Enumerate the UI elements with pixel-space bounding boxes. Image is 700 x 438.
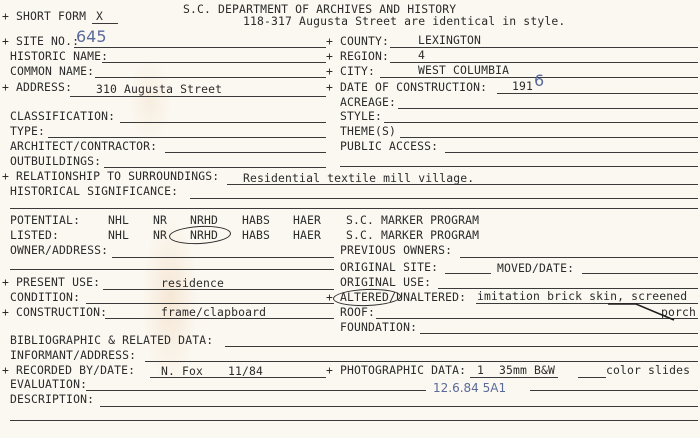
recorded-by-label: + RECORDED BY/DATE: <box>2 363 136 377</box>
listed-nr: NR <box>153 228 168 242</box>
marker-program-potential: S.C. MARKER PROGRAM <box>346 213 480 227</box>
address-line <box>70 96 326 97</box>
potential-habs: HABS <box>242 213 271 227</box>
acreage-label: ACREAGE: <box>340 95 397 109</box>
themes-line <box>400 137 698 138</box>
historical-significance-line <box>190 198 698 199</box>
style-line <box>384 122 698 123</box>
relationship-label: + RELATIONSHIP TO SURROUNDINGS: <box>2 169 220 183</box>
county-label: + COUNTY: <box>326 34 390 48</box>
evaluation-line-right <box>530 390 698 391</box>
outbuildings-line <box>104 167 326 168</box>
informant-label: INFORMANT/ADDRESS: <box>10 348 137 362</box>
historic-name-line <box>102 62 326 63</box>
original-use-label: ORIGINAL USE: <box>340 275 432 289</box>
description-label: DESCRIPTION: <box>10 392 95 406</box>
architect-label: ARCHITECT/CONTRACTOR: <box>10 139 158 153</box>
bibliographic-line <box>225 346 698 347</box>
photographic-data-line <box>470 377 558 378</box>
previous-owners-label: PREVIOUS OWNERS: <box>340 243 453 257</box>
description-line <box>100 406 698 407</box>
site-no-value: 645 <box>76 27 107 46</box>
foundation-label: FOUNDATION: <box>340 320 418 334</box>
date-of-construction-hand-digit: 6 <box>534 71 545 90</box>
style-label: STYLE: <box>340 109 383 123</box>
original-site-label: ORIGINAL SITE: <box>340 260 439 274</box>
moved-date-line <box>582 273 698 274</box>
listed-nrhd: NRHD <box>190 228 219 242</box>
roof-label: ROOF: <box>340 305 376 319</box>
listed-label: LISTED: <box>10 228 60 242</box>
public-access-extra-line <box>340 166 698 167</box>
relationship-value: Residential textile mill village. <box>243 171 475 185</box>
classification-line <box>120 122 326 123</box>
nrhd-circle-mark <box>169 224 232 245</box>
short-form-value: X <box>96 9 104 23</box>
photographic-data-label: + PHOTOGRAPHIC DATA: <box>326 363 467 377</box>
historic-name-label: HISTORIC NAME: <box>10 49 109 63</box>
owner-address-label: OWNER/ADDRESS: <box>10 243 109 257</box>
site-no-line <box>74 47 326 48</box>
acreage-line <box>398 108 698 109</box>
altered-value: imitation brick skin, screened <box>477 289 688 303</box>
potential-label: POTENTIAL: <box>10 213 81 227</box>
informant-line <box>145 361 698 362</box>
present-use-line <box>103 289 334 290</box>
description-extra-line <box>10 420 698 421</box>
owner-extra-line <box>10 269 334 270</box>
present-use-value: residence <box>161 276 225 290</box>
city-value: WEST COLUMBIA <box>418 63 510 77</box>
agency-title: S.C. DEPARTMENT OF ARCHIVES AND HISTORY <box>183 2 457 16</box>
historical-significance-label: HISTORICAL SIGNIFICANCE: <box>10 184 179 198</box>
address-label: + ADDRESS: <box>2 80 73 94</box>
color-slides-label: color slides <box>606 363 691 377</box>
address-value: 310 Augusta Street <box>96 82 223 96</box>
recorded-by-name: N. Fox <box>161 364 204 378</box>
outbuildings-label: OUTBUILDINGS: <box>10 154 102 168</box>
listed-haer: HAER <box>293 228 322 242</box>
potential-haer: HAER <box>293 213 322 227</box>
recorded-by-date: 11/84 <box>228 364 264 378</box>
present-use-label: + PRESENT USE: <box>2 275 101 289</box>
potential-nrhd: NRHD <box>190 213 219 227</box>
foundation-line <box>420 333 698 334</box>
original-site-line <box>445 273 491 274</box>
previous-owners-line <box>460 257 698 258</box>
potential-nhl: NHL <box>108 213 130 227</box>
listed-nhl: NHL <box>108 228 130 242</box>
region-label: + REGION: <box>326 49 390 63</box>
altered-label: + ALTERED/UNALTERED: <box>326 290 467 304</box>
moved-date-label: MOVED/DATE: <box>497 261 575 275</box>
checkmark-annotation <box>606 302 696 324</box>
architect-line <box>165 152 326 153</box>
public-access-label: PUBLIC ACCESS: <box>340 139 439 153</box>
date-of-construction-value: 191 <box>512 79 534 93</box>
construction-value: frame/clapboard <box>161 305 267 319</box>
potential-nr: NR <box>153 213 168 227</box>
county-value: LEXINGTON <box>418 33 482 47</box>
bibliographic-label: BIBLIOGRAPHIC & RELATED DATA: <box>10 333 214 347</box>
condition-label: CONDITION: <box>10 290 81 304</box>
evaluation-line <box>86 390 426 391</box>
photographic-data-format: 35mm B&W <box>499 363 556 377</box>
listed-habs: HABS <box>242 228 271 242</box>
recorded-by-line <box>150 377 326 378</box>
header-note: 118-317 Augusta Street are identical in style. <box>243 14 566 28</box>
site-no-label: + SITE NO.: <box>2 34 80 48</box>
evaluation-label: EVALUATION: <box>10 377 88 391</box>
construction-line <box>105 318 334 319</box>
short-form-label: + SHORT FORM <box>2 9 87 23</box>
themes-label: THEME(S) <box>340 124 397 138</box>
city-label: + CITY: <box>326 64 376 78</box>
common-name-line <box>95 77 326 78</box>
short-form-line <box>92 23 118 24</box>
public-access-line <box>445 152 698 153</box>
significance-extra-line <box>10 208 698 209</box>
altered-value-cont: porch <box>661 305 697 319</box>
region-value: 4 <box>418 48 426 62</box>
classification-label: CLASSIFICATION: <box>10 109 116 123</box>
date-of-construction-label: + DATE OF CONSTRUCTION: <box>326 80 488 94</box>
date-of-construction-line <box>497 93 698 94</box>
construction-label: + CONSTRUCTION: <box>2 305 108 319</box>
relationship-line <box>227 184 698 185</box>
county-line <box>390 47 698 48</box>
condition-line <box>86 303 334 304</box>
owner-address-line <box>112 257 334 258</box>
color-slides-line <box>578 377 606 378</box>
type-label: TYPE: <box>10 124 46 138</box>
marker-program-listed: S.C. MARKER PROGRAM <box>346 228 480 242</box>
type-line <box>48 137 326 138</box>
photo-reference-handwritten: 12.6.84 5A1 <box>433 381 507 395</box>
photographic-data-value: 1 <box>477 363 485 377</box>
common-name-label: COMMON NAME: <box>10 64 95 78</box>
